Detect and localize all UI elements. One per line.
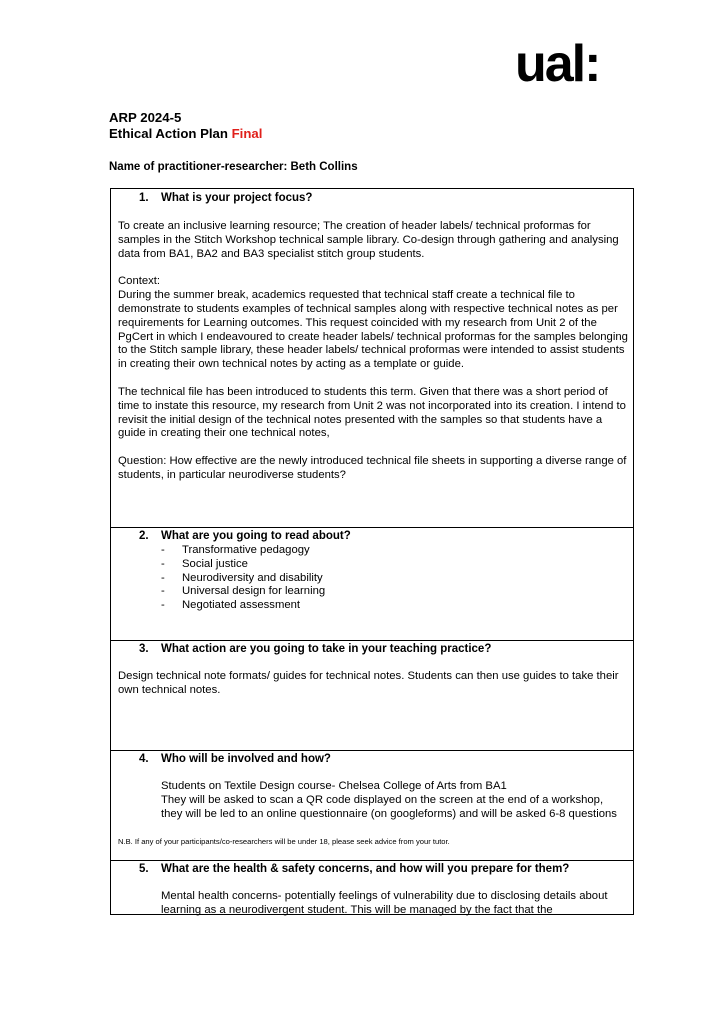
section-health-safety [111, 860, 633, 914]
footnote: N.B. If any of your participants/co-researchers will be under 18, please seek advice from your tutor. [118, 837, 450, 846]
section-body: Design technical note formats/ guides for technical notes. Students can then use guides to take their own technical notes. [118, 670, 619, 696]
section-project-focus [111, 189, 633, 527]
final-label: Final [231, 126, 263, 141]
list-item: - Transformative pedagogy [161, 544, 310, 556]
text-line: They will be asked to scan a QR code displayed on the screen at the end of a workshop, they will be led to an online questionnaire (on googleforms) and will be asked 6-8 questions [161, 793, 617, 820]
text-line: Students on Textile Design course- Chelsea College of Arts from BA1 [161, 780, 507, 792]
practitioner-name: Name of practitioner-researcher: Beth Collins [109, 161, 358, 173]
paragraph: During the summer break, academics requested that technical staff create a technical file to demonstrate to students examples of technical samples along with respective technical notes as per requirements for Learning outcomes. This request coincided with my research from Unit 2 of the PgCert in which I endeavoured to create header labels/ technical proformas for the samples belonging to the Stitch sample library, these header labels/ technical proformas were intended to assist students in creating their own technical notes by acting as a template or guide. [118, 289, 628, 371]
ual-logo: ual: [515, 35, 600, 93]
section-question: What are you going to read about? [161, 530, 351, 542]
section-number: 1. [139, 192, 149, 204]
section-body [161, 780, 621, 821]
section-question: What action are you going to take in your teaching practice? [161, 643, 492, 655]
paragraph: Context: [118, 275, 161, 288]
section-number: 4. [139, 753, 149, 765]
document-subtitle [109, 126, 262, 141]
section-body [118, 220, 630, 497]
section-question: Who will be involved and how? [161, 753, 331, 765]
section-number: 3. [139, 643, 149, 655]
section-participants [111, 750, 633, 860]
section-action [111, 640, 633, 750]
list-item: - Neurodiversity and disability [161, 571, 323, 584]
section-question: What is your project focus? [161, 192, 313, 204]
reading-list [161, 544, 325, 613]
document-title: ARP 2024-5 [109, 110, 182, 125]
action-plan-table [110, 188, 634, 915]
section-number: 2. [139, 530, 149, 542]
paragraph: To create an inclusive learning resource; The creation of header labels/ technical proformas for samples in the Stitch Workshop technical sample library. Co-design through gathering and analysing data from BA1, BA2 and BA3 specialist stitch group students. [118, 220, 619, 260]
section-question: What are the health & safety concerns, and how will you prepare for them? [161, 863, 570, 875]
section-number: 5. [139, 863, 149, 875]
section-heading [139, 753, 331, 765]
section-reading [111, 527, 633, 640]
paragraph: The technical file has been introduced to students this term. Given that there was a short period of time to instate this resource, my research from Unit 2 was not incorporated into its creation. I intend to revisit the initial design of the technical notes presented with the samples so that students have a guide in creating their one technical notes, [118, 385, 626, 440]
list-item: - Social justice [161, 557, 248, 570]
paragraph: Question: How effective are the newly introduced technical file sheets in supporting a diverse range of students, in particular neurodiverse students? [118, 455, 627, 481]
section-heading [139, 643, 491, 655]
list-item: - Negotiated assessment [161, 599, 301, 612]
subtitle-text: Ethical Action Plan [109, 126, 228, 141]
section-heading [139, 192, 312, 204]
section-heading [139, 530, 351, 542]
section-heading [139, 863, 569, 875]
section-body: Mental health concerns- potentially feelings of vulnerability due to disclosing details about learning as a neurodivergent student. This will be managed by the fact that the [161, 890, 608, 916]
list-item: - Universal design for learning [161, 585, 326, 598]
